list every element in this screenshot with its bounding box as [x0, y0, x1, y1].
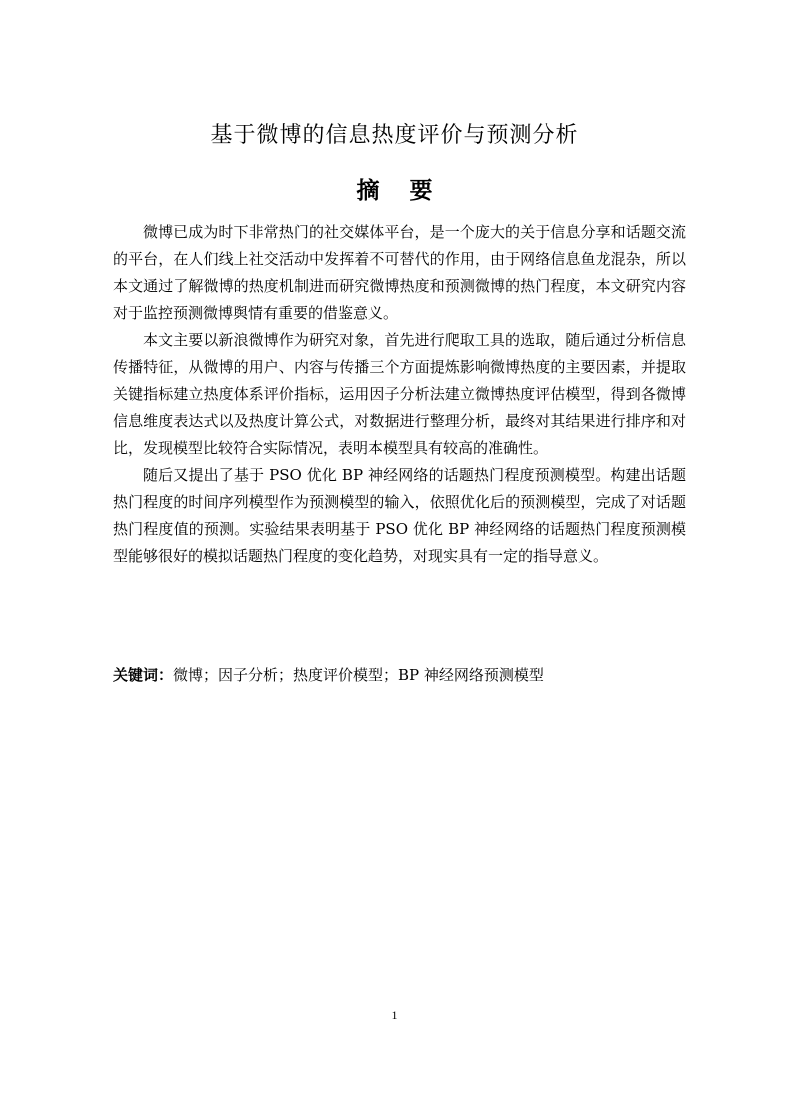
abstract-paragraph-3: 随后又提出了基于 PSO 优化 BP 神经网络的话题热门程度预测模型。构建出话题热门程度的时间序列模型作为预测模型的输入，依照优化后的预测模型，完成了对话题热门程度值的预测。实验结果表明基于 PSO 优化 BP 神经网络的话题热门程度预测模型能够很好的模拟话题热门程度的变化趋势，对现实具有一定的指导意义。	[113, 466, 686, 565]
abstract-heading-char-1: 摘	[356, 178, 380, 204]
abstract-heading	[0, 172, 789, 205]
abstract-paragraph-1: 微博已成为时下非常热门的社交媒体平台，是一个庞大的关于信息分享和话题交流的平台，在人们线上社交活动中发挥着不可替代的作用，由于网络信息鱼龙混杂，所以本文通过了解微博的热度机制进而研究微博热度和预测微博的热门程度，本文研究内容对于监控预测微博舆情有重要的借鉴意义。	[113, 223, 686, 322]
abstract-paragraph-2: 本文主要以新浪微博作为研究对象，首先进行爬取工具的选取，随后通过分析信息传播特征，从微博的用户、内容与传播三个方面提炼影响微博热度的主要因素，并提取关键指标建立热度体系评价指标，运用因子分析法建立微博热度评估模型，得到各微博信息维度表达式以及热度计算公式，对数据进行整理分析，最终对其结果进行排序和对比，发现模型比较符合实际情况，表明本模型具有较高的准确性。	[113, 331, 686, 457]
keywords-value: 微博；因子分析；热度评价模型；BP 神经网络预测模型	[173, 666, 544, 684]
keywords-label: 关键词：	[113, 666, 174, 684]
abstract-heading-char-2: 要	[409, 178, 433, 204]
page-number: 1	[391, 1008, 398, 1022]
keywords-line	[113, 662, 686, 689]
abstract-body	[113, 219, 686, 570]
paper-title: 基于微博的信息热度评价与预测分析	[210, 123, 579, 148]
